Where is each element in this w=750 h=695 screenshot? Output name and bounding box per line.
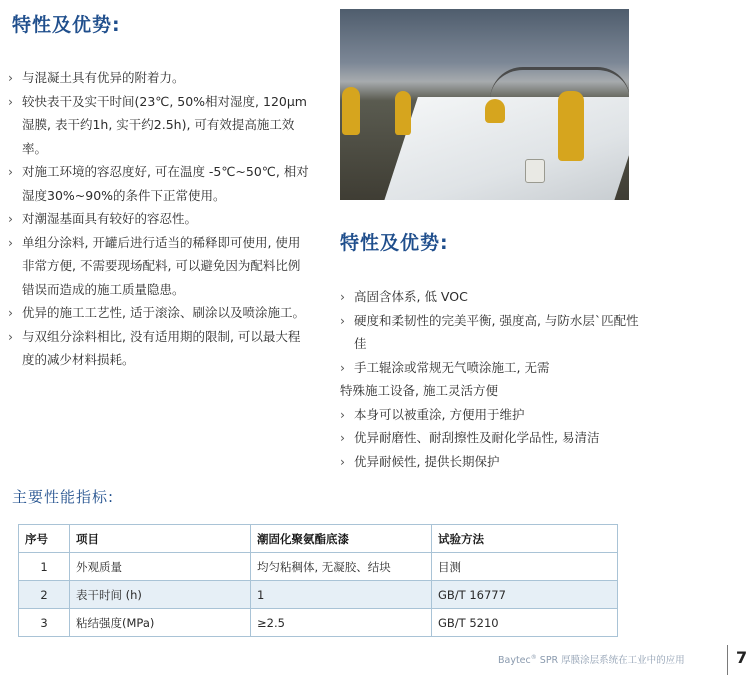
list-item-continuation: 特殊施工设备, 施工灵活方便 [340,383,498,398]
footer-brand: Baytec [498,655,531,666]
list-item: › 优异耐候性, 提供长期保护 [340,450,640,474]
rooftop-workers-photo [340,9,629,200]
list-item: › 本身可以被重涂, 方便用于维护 [340,403,640,427]
list-item: › 高固含体系, 低 VOC [340,285,640,309]
performance-table [18,524,618,637]
list-item: › 手工辊涂或常规无气喷涂施工, 无需 [340,356,640,380]
cell-no: 1 [19,553,70,581]
table-row [19,581,618,609]
right-heading: 特性及优势: [340,232,449,254]
table-heading: 主要性能指标: [12,488,115,506]
left-feature-list [8,66,312,372]
table-header-row [19,525,618,553]
list-item: › 较快表干及实干时间(23℃, 50%相对湿度, 120μm湿膜, 表干约1h, 实干约2.5h), 可有效提高施工效率。 [8,90,312,161]
worker-figure [558,91,584,161]
list-item: › 优异的施工工艺性, 适于滚涂、刷涂以及喷涂施工。 [8,301,312,325]
worker-figure [342,87,360,135]
table-row [19,609,618,637]
footer-reg-mark: ® [530,653,537,661]
cell-no: 2 [19,581,70,609]
cell-value: 均匀粘稠体, 无凝胶、结块 [251,553,432,581]
cell-item: 表干时间 (h) [70,581,251,609]
list-item: › 优异耐磨性、耐刮擦性及耐化学品性, 易清洁 [340,426,640,450]
paint-bucket [525,159,545,183]
list-item: › 对施工环境的容忍度好, 可在温度 -5℃~50℃, 相对湿度30%~90%的条件下正常使用。 [8,160,312,207]
list-item: › 与混凝土具有优异的附着力。 [8,66,312,90]
list-item: › 对潮湿基面具有较好的容忍性。 [8,207,312,231]
left-heading: 特性及优势: [12,14,121,36]
cell-no: 3 [19,609,70,637]
header-value: 潮固化聚氨酯底漆 [251,525,432,553]
footer-text: SPR 厚膜涂层系统在工业中的应用 [536,655,685,666]
header-no: 序号 [19,525,70,553]
header-method: 试验方法 [432,525,618,553]
header-item: 项目 [70,525,251,553]
footer-divider [727,645,728,675]
coated-roof-surface [382,97,629,200]
page-footer [498,652,685,666]
table-row [19,553,618,581]
cell-value: 1 [251,581,432,609]
list-item: › 单组分涂料, 开罐后进行适当的稀释即可使用, 使用非常方便, 不需要现场配料, 可以避免因为配料比例错误而造成的施工质量隐患。 [8,231,312,302]
worker-figure [485,99,505,123]
cell-item: 外观质量 [70,553,251,581]
list-item: › 硬度和柔韧性的完美平衡, 强度高, 与防水层`匹配性佳 [340,309,640,356]
right-feature-list [340,285,640,473]
cell-method: GB/T 5210 [432,609,618,637]
cell-method: GB/T 16777 [432,581,618,609]
cell-value: ≥2.5 [251,609,432,637]
list-item: › 与双组分涂料相比, 没有适用期的限制, 可以最大程度的减少材料损耗。 [8,325,312,372]
cell-item: 粘结强度(MPa) [70,609,251,637]
page-number: 7 [736,648,748,667]
cell-method: 目测 [432,553,618,581]
worker-figure [395,91,411,135]
